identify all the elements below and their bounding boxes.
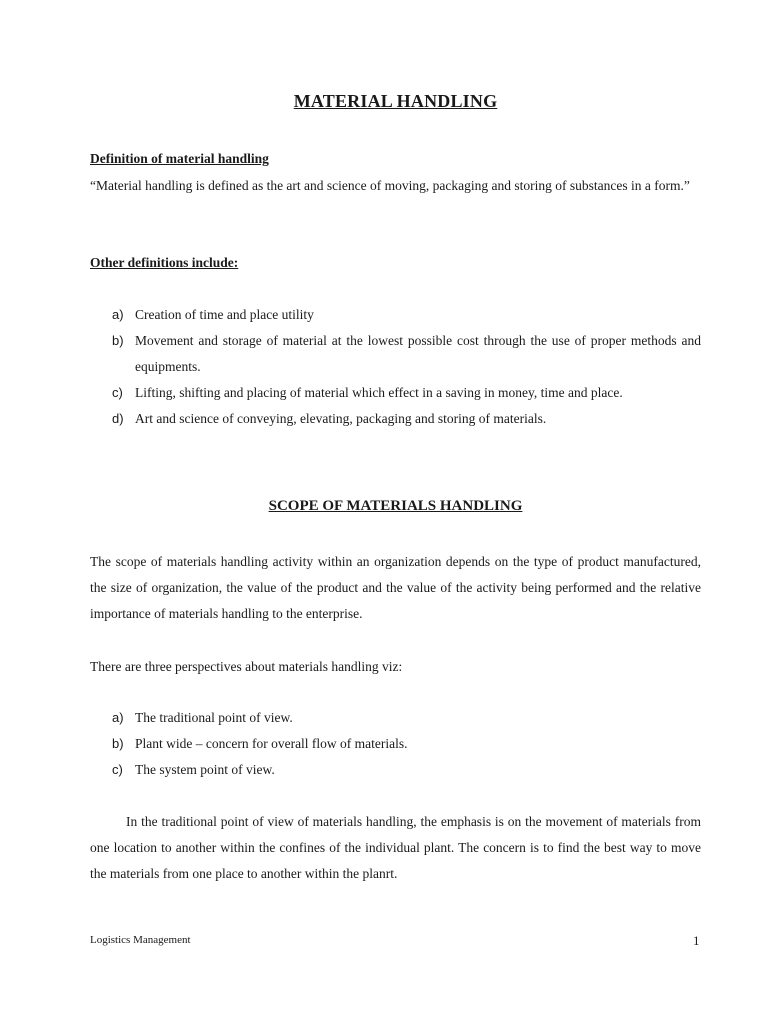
list-item-text: The traditional point of view. <box>135 710 293 725</box>
list-item <box>112 302 701 328</box>
list-marker: d) <box>112 411 124 426</box>
list-item-text: Plant wide – concern for overall flow of materials. <box>135 736 408 751</box>
list-marker: b) <box>112 333 124 348</box>
list-item-text: The system point of view. <box>135 762 275 777</box>
list-item <box>112 757 701 783</box>
scope-heading: SCOPE OF MATERIALS HANDLING <box>268 498 523 514</box>
definition-heading: Definition of material handling <box>90 151 269 166</box>
list-item-text: Creation of time and place utility <box>135 307 314 322</box>
list-marker: a) <box>112 307 124 322</box>
list-marker: a) <box>112 710 124 725</box>
perspectives-list <box>112 705 701 783</box>
other-definitions-heading: Other definitions include: <box>90 255 239 270</box>
list-item <box>112 705 701 731</box>
list-marker: c) <box>112 762 123 777</box>
scope-paragraph: The scope of materials handling activity within an organization depends on the type of product manufactured, the size of organization, the value of the product and the value of the activity being performed and the relative importance of materials handling to the enterprise. <box>90 554 701 621</box>
list-item <box>112 380 701 406</box>
perspectives-intro: There are three perspectives about materials handling viz: <box>90 659 403 674</box>
traditional-paragraph: In the traditional point of view of materials handling, the emphasis is on the movement of materials from one location to another within the confines of the individual plant. The concern is to find the best way to move the materials from one place to another within the planrt. <box>90 814 701 881</box>
definitions-list <box>112 302 701 432</box>
footer-title: Logistics Management <box>90 934 191 946</box>
list-marker: c) <box>112 385 123 400</box>
list-marker: b) <box>112 736 124 751</box>
page-title: MATERIAL HANDLING <box>293 91 498 111</box>
list-item-text: Lifting, shifting and placing of material which effect in a saving in money, time and place. <box>135 385 623 400</box>
list-item <box>112 731 701 757</box>
list-item <box>112 406 701 432</box>
list-item-text: Art and science of conveying, elevating, packaging and storing of materials. <box>135 411 547 426</box>
list-item <box>112 328 701 380</box>
definition-text: “Material handling is defined as the art and science of moving, packaging and storing of substances in a form.” <box>90 178 690 193</box>
list-item-text: Movement and storage of material at the lowest possible cost through the use of proper methods and equipments. <box>135 333 701 374</box>
page-number: 1 <box>693 933 700 948</box>
